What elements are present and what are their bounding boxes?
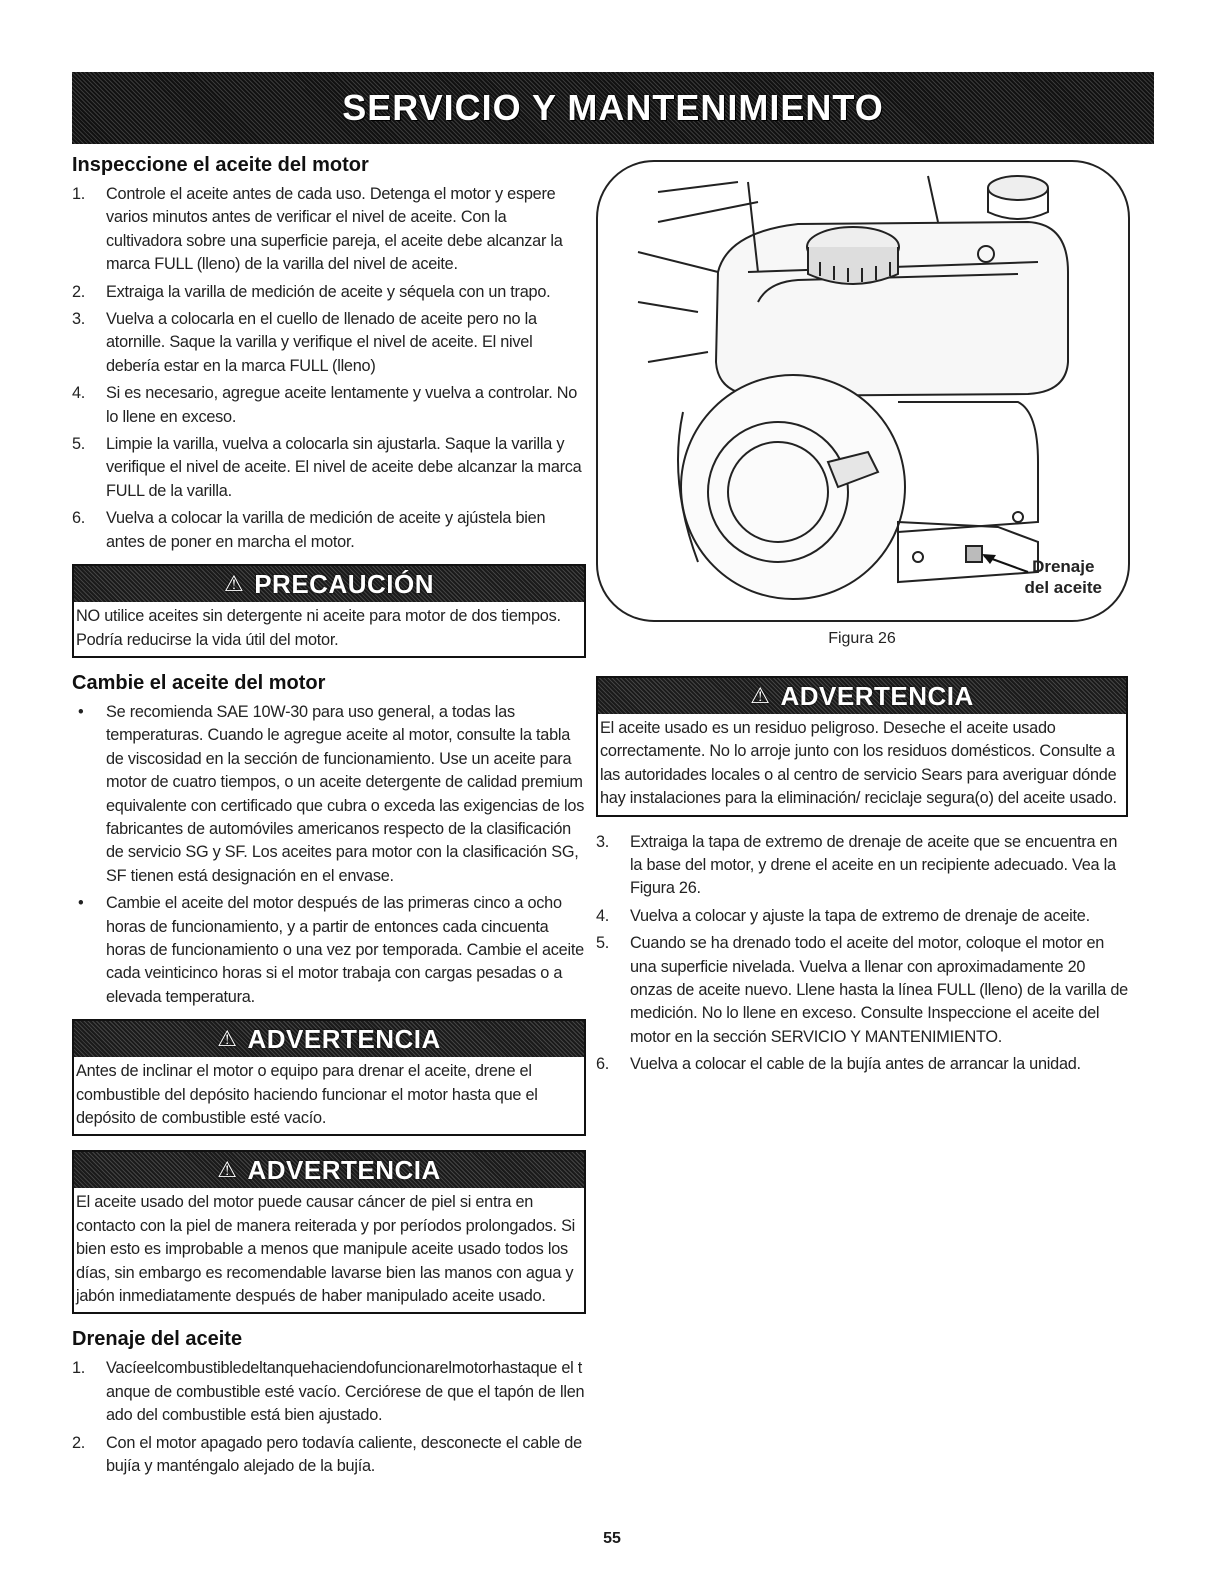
- drain-label: Drenaje del aceite: [1024, 557, 1102, 597]
- change-bullets: [72, 701, 586, 1009]
- list-item: 5. Cuando se ha drenado todo el aceite del motor, coloque el motor en una superficie nivelada. Vuelva a llenar con aproximadamente 20 onzas de aceite nuevo. Llene hasta la línea FULL (lleno) de la varilla de medición. No lo llene en exceso. Consulte Inspeccione el aceite del motor en la sección SERVICIO Y MANTENIMIENTO.: [596, 934, 1128, 1046]
- left-column: [72, 154, 586, 1482]
- list-item: 2. Extraiga la varilla de medición de aceite y séquela con un trapo.: [72, 282, 551, 301]
- precaution-header: [74, 566, 584, 602]
- warning-box-drain-fuel: [72, 1019, 586, 1136]
- precaution-box: [72, 564, 586, 658]
- engine-figure: [596, 160, 1130, 622]
- list-item: • Cambie el aceite del motor después de las primeras cinco a ocho horas de funcionamiento, y a partir de entonces cada cincuenta horas de funcionamiento o una vez por temporada. Cambie el aceite cada veinticinco horas si el motor trabaja con cargas pesadas o a elevada temperatura.: [78, 894, 584, 1006]
- list-item: 6. Vuelva a colocar la varilla de medición de aceite y ajústela bien antes de poner en marcha el motor.: [72, 509, 546, 551]
- drain-steps: [72, 1357, 586, 1478]
- warning-box-used-oil: [596, 676, 1128, 817]
- warning-triangle-icon: ⚠: [217, 1026, 238, 1052]
- list-item: 4. Si es necesario, agregue aceite lentamente y vuelva a controlar. No lo llene en exceso.: [72, 384, 578, 426]
- right-column: [596, 160, 1128, 1081]
- precaution-title: PRECAUCIÓN: [254, 568, 435, 599]
- warning-title: ADVERTENCIA: [247, 1023, 441, 1054]
- warning-text: El aceite usado del motor puede causar cáncer de piel si entra en contacto con la piel de manera reiterada y por períodos prolongados. Si bien esto es improbable a menos que manipule aceite usado todos los días, sin embargo es recomendable lavarse bien las manos con agua y jabón inmediatamente después de haber manipulado aceite usado.: [76, 1193, 576, 1306]
- list-item: 2. Con el motor apagado pero todavía caliente, desconecte el cable de bujía y manténgalo alejado de la bujía.: [72, 1433, 582, 1476]
- engine-illustration: [598, 162, 1128, 620]
- warning-text: El aceite usado es un residuo peligroso. Deseche el aceite usado correctamente. No lo arroje junto con los residuos domésticos. Consulte a las autoridades locales o al centro de servicio Sears para averiguar dónde hay instalaciones para la eliminación/ reciclaje segura(o) del aceite usado.: [600, 719, 1117, 808]
- warning-triangle-icon: ⚠: [750, 683, 771, 708]
- inspect-heading: Inspeccione el aceite del motor: [72, 154, 369, 176]
- list-item: 5. Limpie la varilla, vuelva a colocarla sin ajustarla. Saque la varilla y verifique el nivel de aceite. El nivel de aceite debe alcanzar la marca FULL de la varilla.: [72, 435, 582, 500]
- page-number: 55: [603, 1530, 621, 1547]
- list-item: 6. Vuelva a colocar el cable de la bujía antes de arrancar la unidad.: [596, 1055, 1081, 1074]
- drain-heading: Drenaje del aceite: [72, 1328, 243, 1351]
- warning-header: [74, 1152, 584, 1188]
- warning-text: Antes de inclinar el motor o equipo para drenar el aceite, drene el combustible del depósito haciendo funcionar el motor hasta que el depósito de combustible esté vacío.: [76, 1062, 538, 1127]
- list-item: • Se recomienda SAE 10W-30 para uso general, a todas las temperaturas. Cuando le agregue aceite al motor, consulte la tabla de viscosidad en la sección de funcionamiento. Use un aceite para motor de cuatro tiempos, o un aceite detergente de calidad premium equivalente con certificado que cubra o exceda las exigencias de los fabricantes de automóviles americanos respecto de la clasificación de servicio SG y SF. Los aceites para motor con la clasificación SG, SF tienen está designación en el envase.: [78, 702, 585, 885]
- section-banner: [72, 72, 1154, 144]
- warning-title: ADVERTENCIA: [247, 1154, 441, 1185]
- precaution-text: NO utilice aceites sin detergente ni aceite para motor de dos tiempos. Podría reducirse la vida útil del motor.: [76, 607, 561, 649]
- list-item: 4. Vuelva a colocar y ajuste la tapa de extremo de drenaje de aceite.: [596, 906, 1090, 925]
- warning-header: [74, 1021, 584, 1057]
- warning-header: [598, 678, 1126, 714]
- warning-title: ADVERTENCIA: [780, 680, 974, 711]
- inspect-steps: [72, 183, 586, 554]
- warning-triangle-icon: ⚠: [217, 1157, 238, 1183]
- list-item: 3. Extraiga la tapa de extremo de drenaje de aceite que se encuentra en la base del motor, y drene el aceite en un recipiente adecuado. Vea la Figura 26.: [596, 832, 1118, 898]
- list-item: 1. Controle el aceite antes de cada uso. Detenga el motor y espere varios minutos antes de verificar el nivel de aceite. Con la cultivadora sobre una superficie pareja, el aceite debe alcanzar la marca FULL (lleno) de la varilla del nivel de aceite.: [72, 185, 563, 274]
- warning-triangle-icon: ⚠: [223, 571, 245, 597]
- warning-box-skin-cancer: [72, 1150, 586, 1314]
- figure-caption: Figura 26: [828, 630, 896, 647]
- list-item: 3. Vuelva a colocarla en el cuello de llenado de aceite pero no la atornille. Saque la varilla y verifique el nivel de aceite. El nivel debería estar en la marca FULL (lleno): [72, 310, 537, 375]
- page-title: SERVICIO Y MANTENIMIENTO: [342, 87, 884, 128]
- list-item: 1. Vacíeelcombustibledeltanquehaciendofuncionarelmotorhastaque el tanque de combustible esté vacío. Cerciórese de que el tapón de llenado del combustible está bien ajustado.: [72, 1359, 585, 1425]
- drain-steps-continued: [596, 831, 1128, 1077]
- change-heading: Cambie el aceite del motor: [72, 671, 326, 694]
